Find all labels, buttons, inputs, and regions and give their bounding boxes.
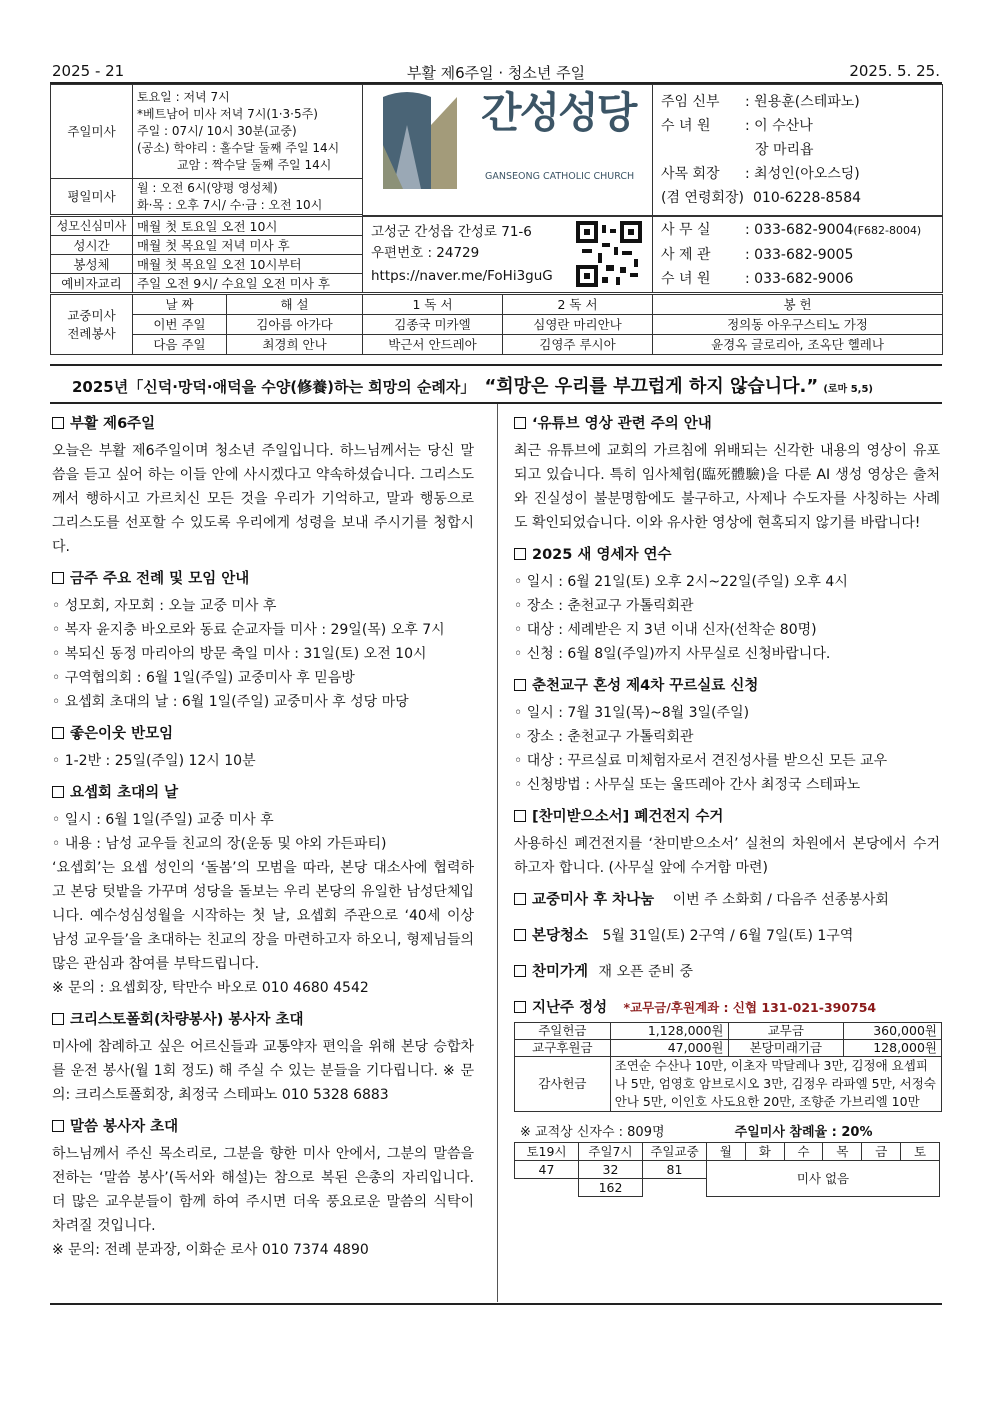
- section-weekly-events: 금주 주요 전례 및 모임 안내 ◦ 성모회, 자모회 : 오늘 교중 미사 후 ◦ 복자 윤지충 바오로와 동료 순교자들 미사 : 29일(목) 오후 7시 ◦ 복되신 동정 마리아의 방문 축일 미사 : 31일(토) 오전 10시 ◦ 구역협의회 : 6월 1일(주일) 교중미사 후 믿음방 ◦ 요셉회 초대의 날 : 6월 1일(주일) 교중미사 후 성당 마당: [52, 571, 445, 710]
- bulletin-title: 부활 제6주일 · 청소년 주일: [406, 64, 586, 82]
- communion-label: 봉성체: [51, 255, 133, 274]
- service-label: 교중미사 전례봉사: [51, 295, 133, 355]
- checkbox-icon: [52, 786, 64, 798]
- liturgy-service-table: [50, 294, 943, 355]
- finance-row: 교구후원금 47,000원 본당미래기금 128,000원: [515, 1040, 942, 1057]
- address-cell: [363, 217, 653, 293]
- church-name-kr: 간성성당: [481, 88, 636, 137]
- section-tea-sharing: 교중미사 후 차나눔 이번 주 소화회 / 다음주 선종봉사회: [514, 888, 940, 912]
- weekday-mass-times: 월 : 오전 6시(양평 영성체) 화·목 : 오후 7시/ 수·금 : 오전 10시: [133, 179, 363, 215]
- section-youtube-warning: ‘유튜브 영상 관련 주의 안내 최근 유튜브에 교회의 가르침에 위배되는 신각한 내용의 영상이 유포되고 있습니다. 특히 임사체험(臨死體驗)을 다룬 AI 생성 영상은 출처와 진실성이 불분명함에도 불구하고, 사제나 수도자를 사칭하는 사례도 확인되었습니다. 이와 유사한 영상에 현혹되지 않기를 바랍니다!: [514, 416, 940, 531]
- church-url[interactable]: https://naver.me/FoHi3guG: [371, 268, 553, 284]
- section-new-baptized: 2025 새 영세자 연수 ◦ 일시 : 6월 21일(토) 오후 2시~22일(주일) 오후 4시 ◦ 장소 : 춘천교구 가톨릭회관 ◦ 대상 : 세례받은 지 3년 이내 신자(선착순 80명) ◦ 신청 : 6월 8일(주일)까지 사무실로 신청바랍니다.: [514, 547, 848, 662]
- checkbox-icon: [52, 1013, 64, 1025]
- checkbox-icon: [514, 1001, 526, 1013]
- section-cleaning: 본당청소 5월 31일(토) 2구역 / 6월 7일(토) 1구역: [514, 924, 940, 948]
- catechism-value: 주일 오전 9시/ 수요일 오전 미사 후: [133, 274, 363, 293]
- church-logo-cell: [363, 85, 653, 216]
- info-table-lower: [50, 216, 943, 293]
- section-easter: 부활 제6주일 오늘은 부활 제6주일이며 청소년 주일입니다. 하느님께서는 당신 말씀을 듣고 싶어 하는 이들 안에 사시겠다고 약속하셨습니다. 그리스도께서 행하시고 가르치신 모든 것을 우리가 기억하고, 말과 행동으로 그리스도를 선포할 수 있도록 우리에게 성령을 보내 주시기를 청합시다.: [52, 416, 474, 555]
- staff-list: 주임 신부 : 원용훈(스테파노) 수 녀 원 : 이 수산나 장 마리욥 사목 회장 : 최성인(아오스딩) (겸 연령회장) 010-6228-8584: [653, 85, 943, 216]
- service-header-commentary: 해 설: [227, 295, 363, 315]
- attendance-table: 토19시 주일7시 주일교중 월 화 수 목 금 토 47 32 81 미사 없음 162: [514, 1142, 940, 1197]
- service-header-reading1: 1 독 서: [363, 295, 503, 315]
- checkbox-icon: [514, 965, 526, 977]
- sunday-mass-times: 토요일 : 저녁 7시 *베트남어 미사 저녁 7시(1·3·5주) 주일 : 07시/ 10시 30분(교중) (공소) 학야리 : 홀수달 둘째 주일 14시 교암 : 짝수달 둘째 주일 14시: [133, 85, 363, 179]
- checkbox-icon: [514, 548, 526, 560]
- section-joseph-day: 요셉회 초대의 날 ◦ 일시 : 6월 1일(주일) 교중 미사 후 ◦ 내용 : 남성 교우들 친교의 장(운동 및 야외 가든파티) ‘요셉회’는 요셉 성인의 ‘돌봄’의 모범을 따라, 본당 대소사에 협력하고 본당 텃밭을 가꾸며 성당을 돌보는 우리 본당의 유일한 남성단체입니다. 예수성심성월을 시작하는 첫 날, 요셉회 주관으로 ‘40세 이상 남성 교우들’을 초대하는 친교의 장을 마련하고자 하오니, 형제님들의 많은 관심과 참여를 부탁드립니다. ※ 문의 : 요셉회장, 탁만수 바오로 010 4680 4542: [52, 785, 474, 996]
- weekday-note: 미사 없음: [707, 1161, 940, 1197]
- postal-code: 우편번호 : 24729: [371, 245, 480, 261]
- service-row: 다음 주일 최경희 안나 박근서 안드레아 김영주 루시아 윤경옥 글로리아, 조옥단 헬레나: [51, 335, 943, 355]
- service-header-offering: 봉 헌: [653, 295, 943, 315]
- thanks-offering-list: 조연순 수산나 10만, 이초자 막달레나 3만, 김정애 요셉피나 5만, 엄영호 암브로시오 3만, 김정우 라파엘 5만, 서정숙 안나 5만, 이인호 사도요한 20만, 조향준 가브리엘 10만: [610, 1057, 941, 1112]
- bulletin-date: 2025. 5. 25.: [849, 62, 940, 80]
- section-shop: 찬미가게 재 오픈 준비 중: [514, 960, 940, 984]
- holy-hour-value: 매월 첫 목요일 저녁 미사 후: [133, 236, 363, 255]
- section-cursillo: 춘천교구 혼성 제4차 꾸르실료 신청 ◦ 일시 : 7월 31일(목)~8월 3일(주일) ◦ 장소 : 춘천교구 가톨릭회관 ◦ 대상 : 꾸르실료 미체험자로서 견진성사를 받으신 모든 교우 ◦ 신청방법 : 사무실 또는 울뜨레아 간사 최정국 스테파노: [514, 678, 888, 793]
- sunday-mass-label: 주일미사: [51, 85, 133, 179]
- section-offerings: 지난주 정성 *교무금/후원계좌 : 신협 131-021-390754: [514, 996, 940, 1020]
- catechism-label: 예비자교리: [51, 274, 133, 293]
- address: 고성군 간성읍 간성로 71-6: [371, 224, 532, 240]
- finance-table: [514, 1022, 942, 1112]
- attendance-summary: ※ 교적상 신자수 : 809명 주일미사 참례율 : 20%: [520, 1125, 873, 1140]
- motto-divider-bottom: [50, 402, 942, 404]
- checkbox-icon: [514, 929, 526, 941]
- checkbox-icon: [52, 1120, 64, 1132]
- qr-code-icon[interactable]: [576, 221, 642, 287]
- section-christophol: 크리스토폴회(차량봉사) 봉사자 초대 미사에 참례하고 싶은 어르신들과 교통약자 편익을 위해 본당 승합차를 운전 봉사(월 1회 정도) 해 주실 수 있는 분들을 기다립니다. ※ 문의: 크리스토폴회장, 최정국 스테파노 010 5328 6883: [52, 1012, 474, 1103]
- marian-mass-label: 성모신심미사: [51, 217, 133, 236]
- section-battery-collection: [찬미받으소서] 폐건전지 수거 사용하신 폐건전지를 ‘찬미받으소서’ 실천의 차원에서 본당에서 수거하고자 합니다. (사무실 앞에 수거함 마련): [514, 809, 940, 876]
- left-column: [52, 412, 474, 1270]
- checkbox-icon: [514, 417, 526, 429]
- motto: 2025년「신덕·망덕·애덕을 수양(修養)하는 희망의 순례자」 “희망은 우리를 부끄럽게 하지 않습니다.” (로마 5,5): [72, 376, 873, 397]
- checkbox-icon: [514, 810, 526, 822]
- holy-hour-label: 성시간: [51, 236, 133, 255]
- checkbox-icon: [52, 727, 64, 739]
- service-header-reading2: 2 독 서: [503, 295, 653, 315]
- thanks-offering-label: 감사헌금: [515, 1057, 611, 1112]
- finance-row: 주일헌금 1,128,000원 교무금 360,000원: [515, 1023, 942, 1040]
- marian-mass-value: 매월 첫 토요일 오전 10시: [133, 217, 363, 236]
- attendance-total: 162: [579, 1179, 643, 1197]
- checkbox-icon: [52, 417, 64, 429]
- footer-divider: [50, 1303, 942, 1305]
- contact-list: 사 무 실 : 033-682-9004(F682-8004) 사 제 관 : 033-682-9005 수 녀 원 : 033-682-9006: [653, 217, 943, 293]
- issue-number: 2025 - 21: [52, 62, 125, 80]
- communion-value: 매월 첫 목요일 오전 10시부터: [133, 255, 363, 274]
- checkbox-icon: [514, 893, 526, 905]
- right-column: [514, 412, 940, 1197]
- checkbox-icon: [514, 679, 526, 691]
- weekday-mass-label: 평일미사: [51, 179, 133, 215]
- service-row: 이번 주일 김아름 아가다 김종국 미카엘 심영란 마리안나 정의동 아우구스티노 가정: [51, 315, 943, 335]
- section-word-service: 말씀 봉사자 초대 하느님께서 주신 목소리로, 그분을 향한 미사 안에서, 그분의 말씀을 전하는 ‘말씀 봉사’(독서와 해설)는 참으로 복된 은총의 자리입니다. 더 많은 교우분들이 함께 하여 주시면 더욱 풍요로운 말씀의 식탁이 차려질 것입니다. ※ 문의: 전례 분과장, 이화순 로사 010 7374 4890: [52, 1119, 474, 1258]
- checkbox-icon: [52, 572, 64, 584]
- motto-divider-top: [50, 364, 942, 366]
- info-table: [50, 84, 943, 216]
- section-neighbor-meeting: 좋은이웃 반모임 ◦ 1-2반 : 25일(주일) 12시 10분: [52, 726, 256, 769]
- column-divider: [497, 404, 498, 1302]
- service-header-date: 날 짜: [133, 295, 227, 315]
- church-name-en: GANSEONG CATHOLIC CHURCH: [485, 171, 635, 182]
